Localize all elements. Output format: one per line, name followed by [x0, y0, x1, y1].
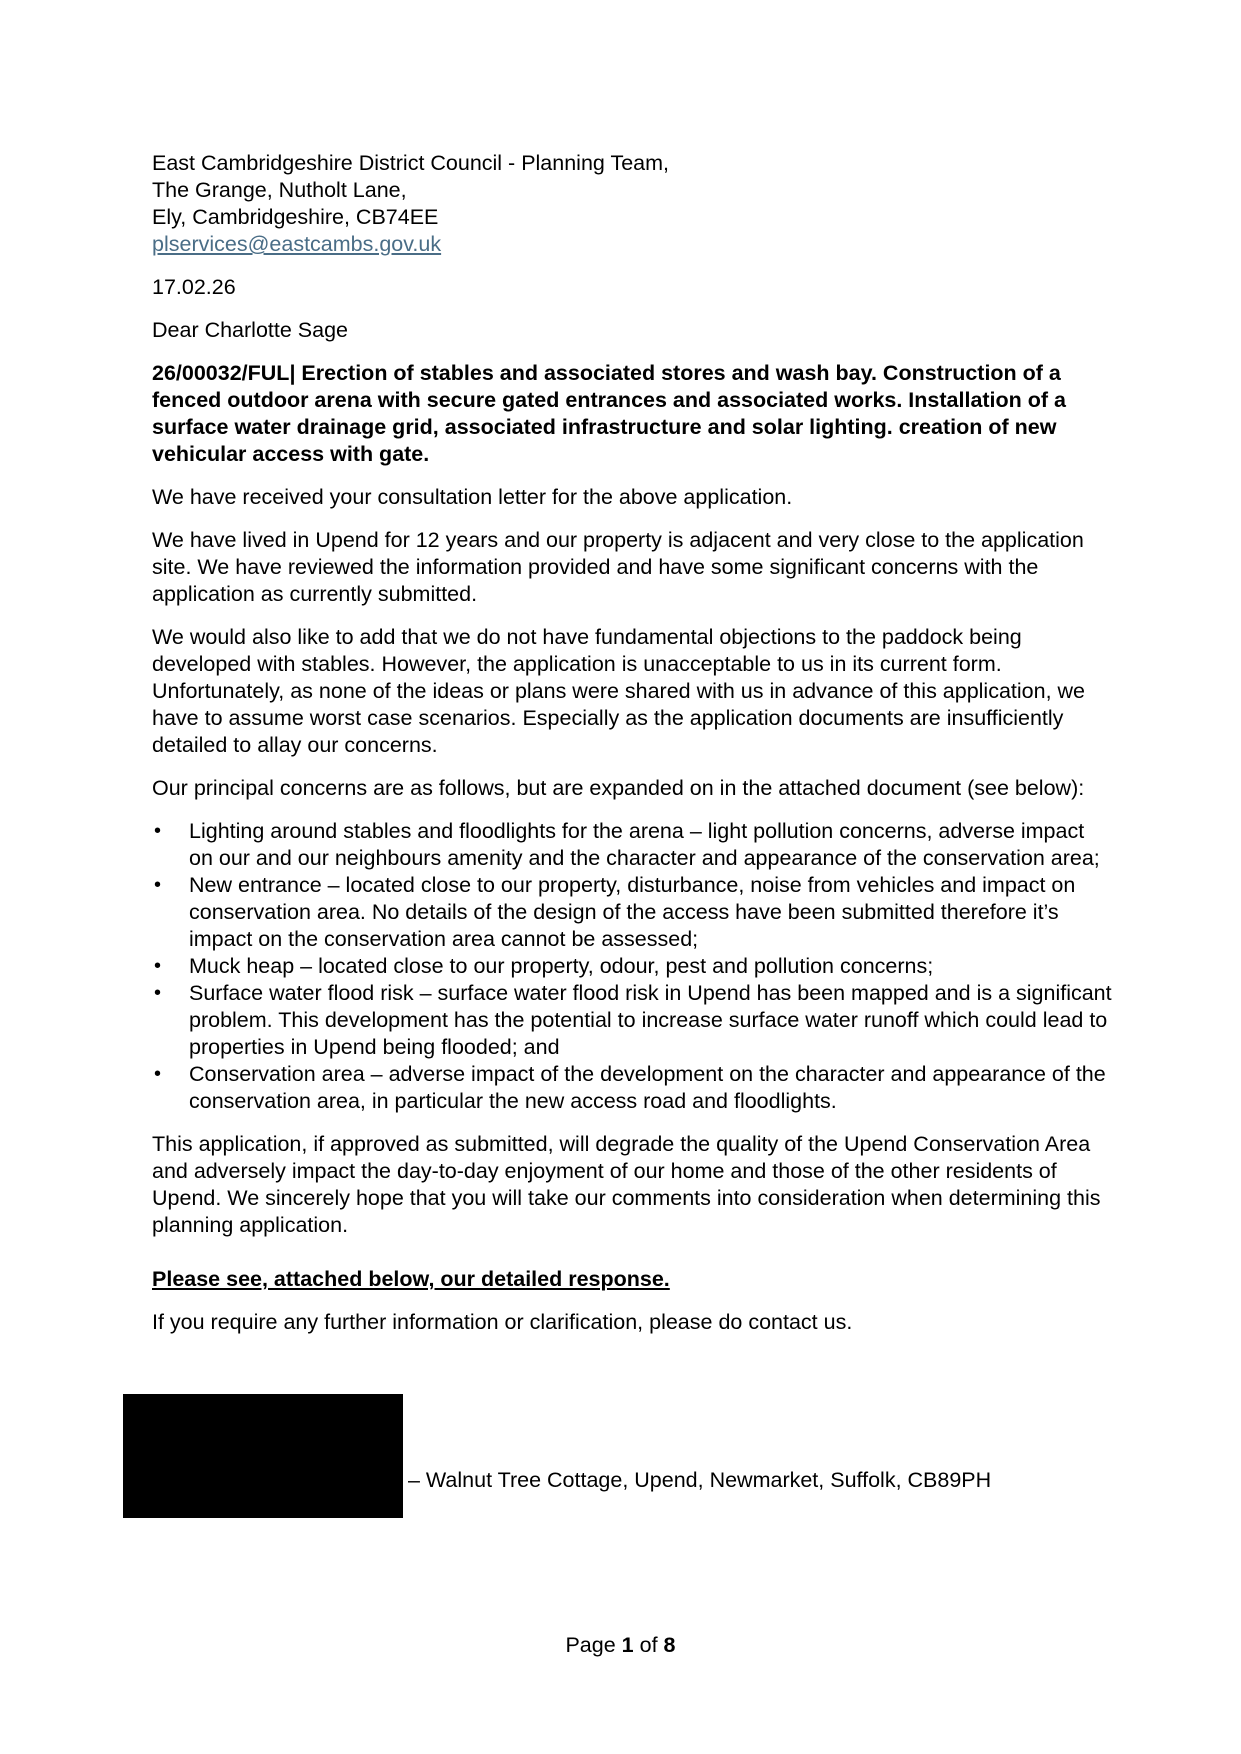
bullet-icon: • [154, 982, 162, 1004]
of-label: of [639, 1633, 658, 1657]
list-item-text: Muck heap – located close to our property, odour, pest and pollution concerns; [189, 954, 934, 978]
list-item-text: Lighting around stables and floodlights for the arena – light pollution concerns, adverse impact on our and our neighbours amenity and the character and appearance of the conservation area; [189, 819, 1100, 870]
list-item [152, 980, 1112, 1061]
page-footer [0, 1632, 1241, 1659]
paragraph-4: Our principal concerns are as follows, but are expanded on in the attached document (see below): [152, 776, 1085, 800]
address-line-2: The Grange, Nutholt Lane, [152, 178, 407, 202]
page-total: 8 [663, 1633, 676, 1657]
bullet-icon: • [154, 955, 162, 977]
paragraph-5: This application, if approved as submitted, will degrade the quality of the Upend Conservation Area and adversely impact the day-to-day enjoyment of our home and those of the other residents of Upend. We sincerely hope that you will take our comments into consideration when determining this planning application. [152, 1132, 1101, 1237]
salutation: Dear Charlotte Sage [152, 318, 348, 342]
address-line-3: Ely, Cambridgeshire, CB74EE [152, 205, 439, 229]
paragraph-2: We have lived in Upend for 12 years and our property is adjacent and very close to the application site. We have reviewed the information provided and have some significant concerns with the application as currently submitted. [152, 528, 1084, 606]
list-item [152, 1061, 1112, 1115]
subject-heading: 26/00032/FUL| Erection of stables and associated stores and wash bay. Construction of a fenced outdoor arena with secure gated entrances and associated works. Installation of a surface water drainage grid, associated infrastructure and solar lighting. creation of new vehicular access with gate. [152, 361, 1066, 466]
signature-row [123, 1394, 1123, 1518]
list-item-text: Surface water flood risk – surface water flood risk in Upend has been mapped and is a significant problem. This development has the potential to increase surface water runoff which could lead to properties in Upend being flooded; and [189, 981, 1112, 1059]
list-item [152, 818, 1112, 872]
address-line-1: East Cambridgeshire District Council - Planning Team, [152, 151, 670, 175]
see-attached-note: Please see, attached below, our detailed response. [152, 1267, 670, 1291]
list-item-text: Conservation area – adverse impact of the development on the character and appearance of the conservation area, in particular the new access road and floodlights. [189, 1062, 1106, 1113]
paragraph-6: If you require any further information or clarification, please do contact us. [152, 1310, 853, 1334]
paragraph-1: We have received your consultation letter for the above application. [152, 485, 793, 509]
recipient-address [152, 150, 1112, 258]
bullet-icon: • [154, 820, 162, 842]
signature-address: – Walnut Tree Cottage, Upend, Newmarket, Suffolk, CB89PH [408, 1468, 992, 1492]
email-link[interactable]: plservices@eastcambs.gov.uk [152, 232, 442, 256]
paragraph-3: We would also like to add that we do not have fundamental objections to the paddock being developed with stables. However, the application is unacceptable to us in its current form. Unfortunately, as none of the ideas or plans were shared with us in advance of this application, we have to assume worst case scenarios. Especially as the application documents are insufficiently detailed to allay our concerns. [152, 625, 1086, 757]
page-current: 1 [621, 1633, 634, 1657]
list-item [152, 872, 1112, 953]
redaction-block [123, 1394, 403, 1518]
concerns-list [152, 818, 1112, 1115]
bullet-icon: • [154, 874, 162, 896]
letter-date: 17.02.26 [152, 275, 236, 299]
page-label: Page [565, 1633, 616, 1657]
list-item-text: New entrance – located close to our property, disturbance, noise from vehicles and impact on conservation area. No details of the design of the access have been submitted therefore it’s impact on the conservation area cannot be assessed; [189, 873, 1076, 951]
bullet-icon: • [154, 1063, 162, 1085]
list-item [152, 953, 1112, 980]
letter-body [152, 150, 1112, 1336]
